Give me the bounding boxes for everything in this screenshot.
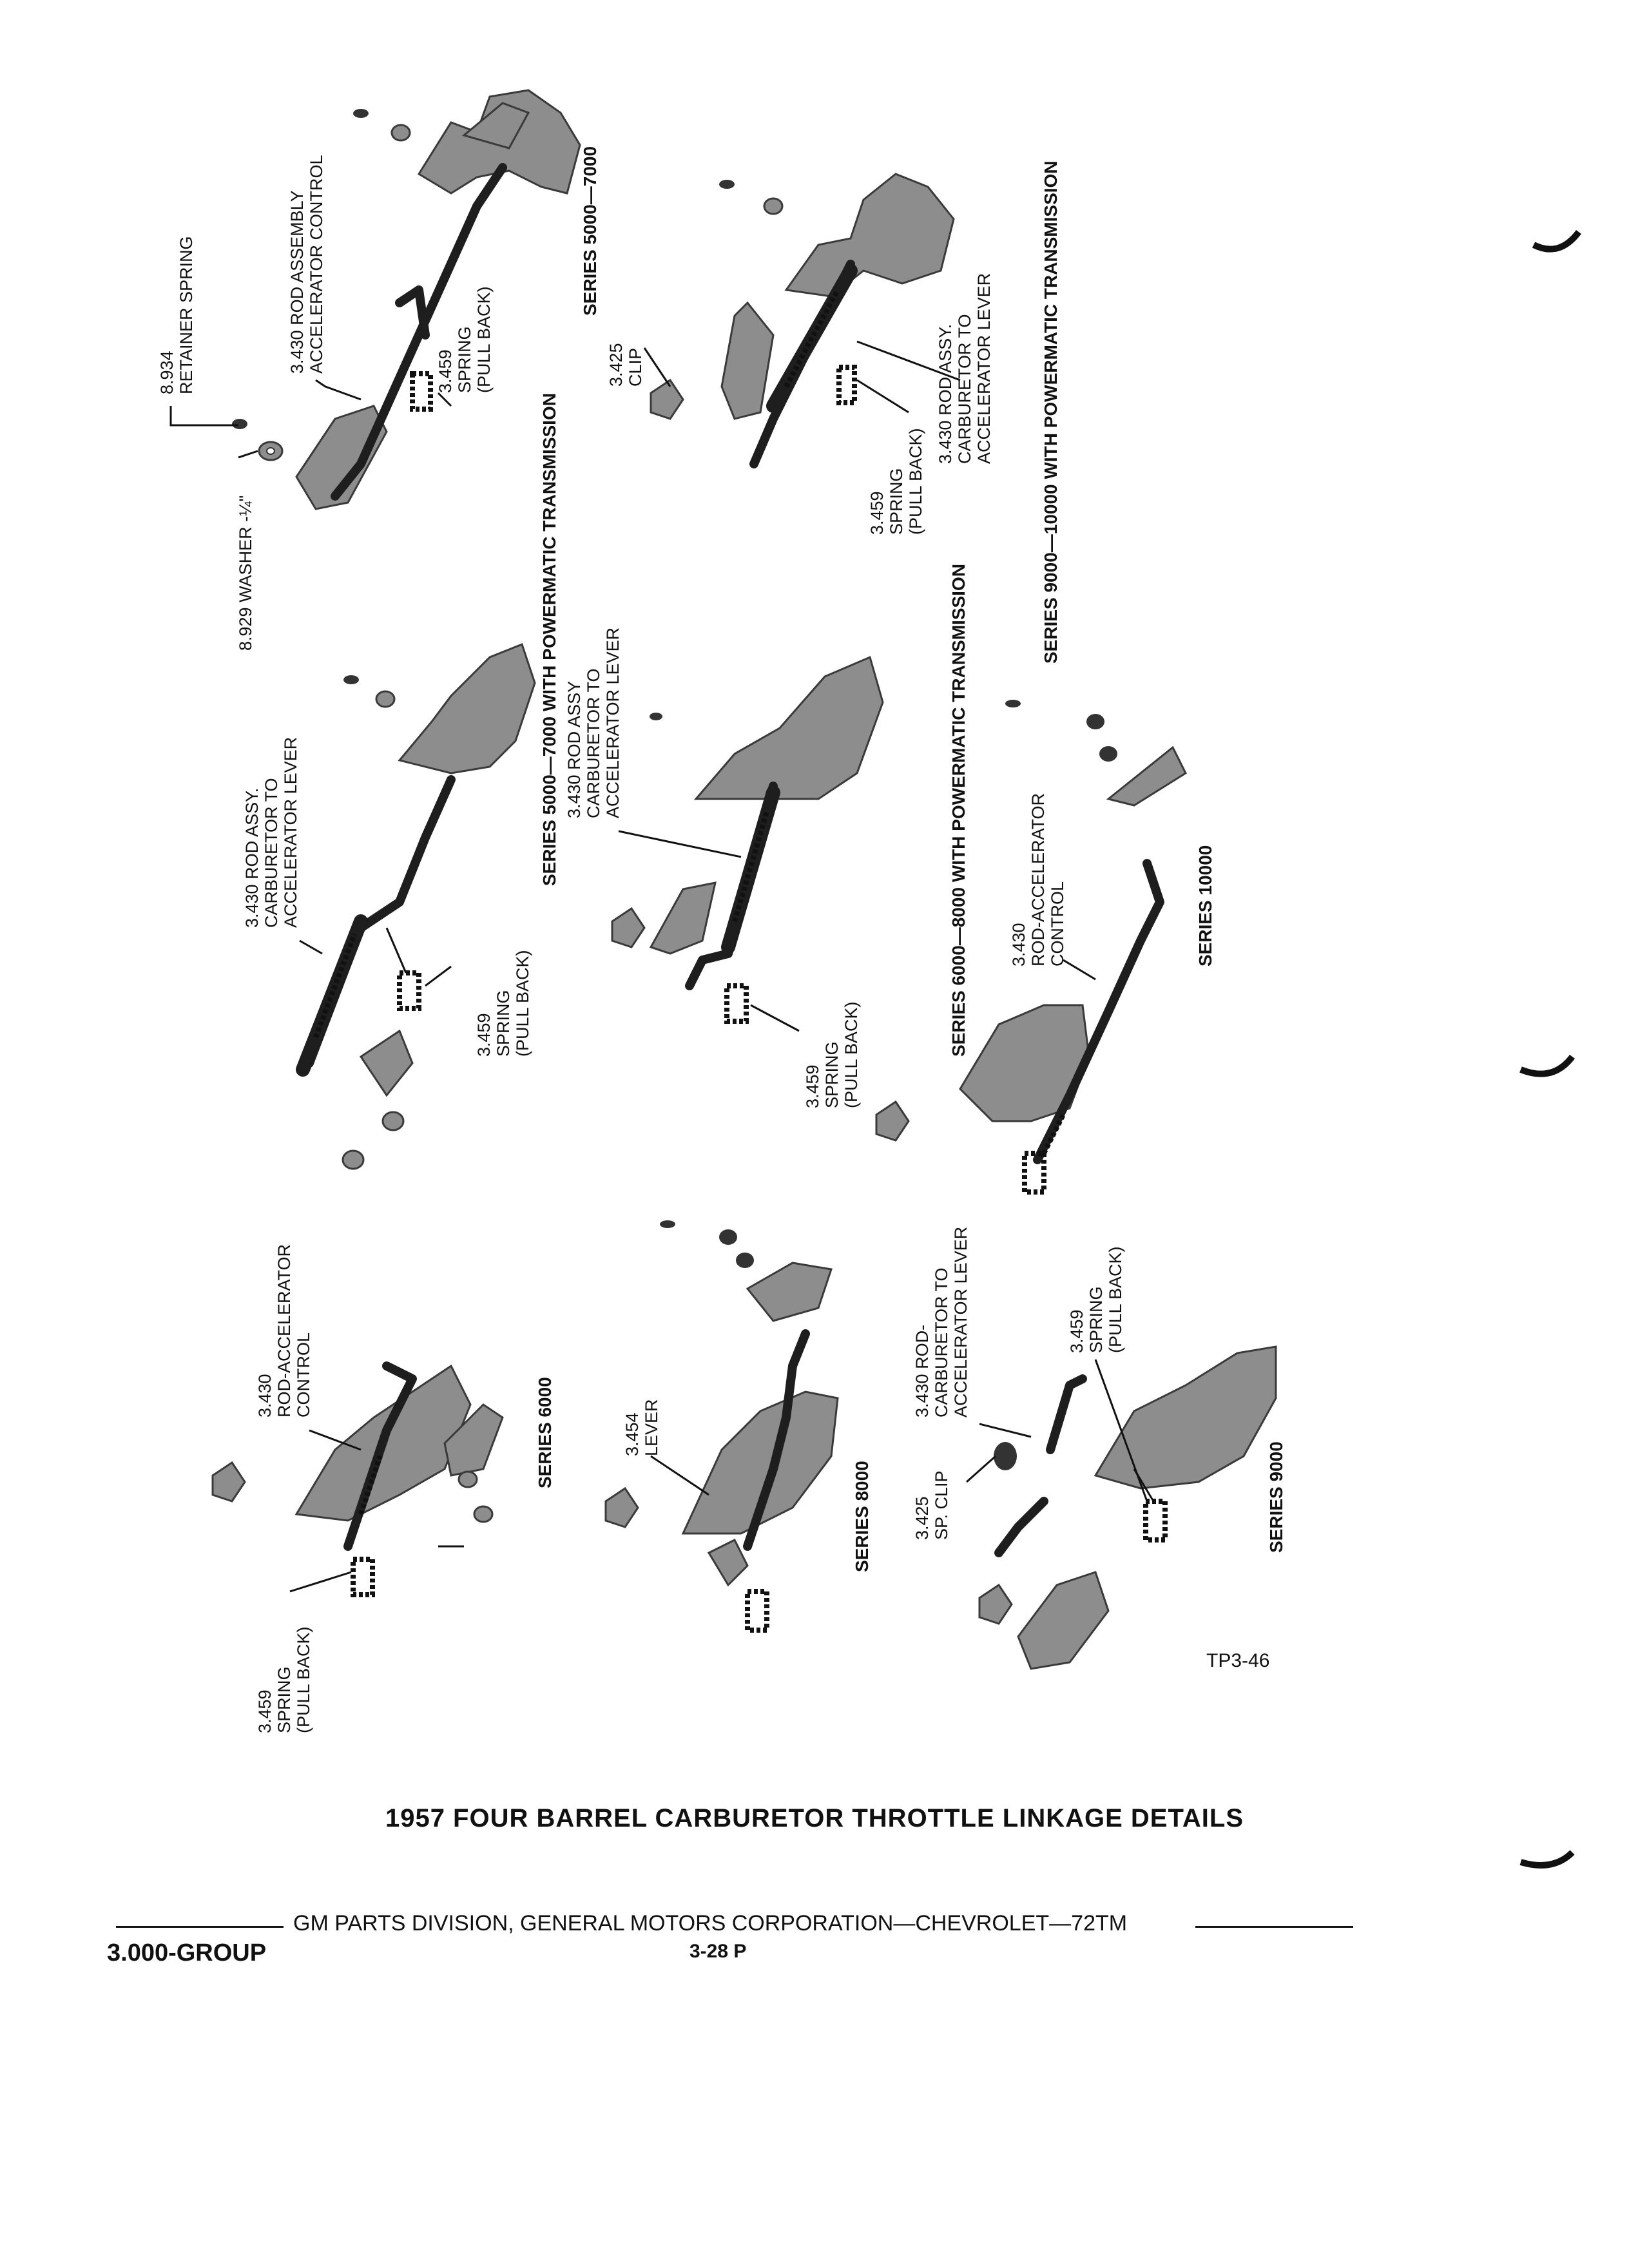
- bracket-plate: [696, 657, 883, 799]
- clip-part: [606, 1488, 638, 1527]
- clip-part: [612, 908, 644, 947]
- leader-p11: [751, 1005, 799, 1031]
- leader-p16: [979, 1424, 1031, 1437]
- callout-3-459-b: 3.459SPRING(PULL BACK): [867, 428, 925, 535]
- nut-part-2: [736, 1253, 754, 1268]
- leader-p3: [316, 380, 361, 399]
- diagram-title: 1957 FOUR BARREL CARBURETOR THROTTLE LINKAGE DETAILS: [385, 1804, 1244, 1832]
- panel-series-5000-7000-pm: [303, 644, 535, 1169]
- pull-back-spring: [1146, 1501, 1165, 1540]
- rod-link: [400, 290, 425, 335]
- edge-mark-1: [1534, 232, 1579, 249]
- callout-3-430-rod-assy-a: 3.430 ROD ASSY.CARBURETOR TOACCELERATOR LEVER: [936, 273, 994, 464]
- clip-small: [1005, 700, 1021, 707]
- footer-rule-right: [1195, 1926, 1353, 1928]
- leader-p10: [619, 831, 741, 857]
- leader-p14: [290, 1572, 351, 1591]
- pull-back-spring: [839, 367, 854, 403]
- callout-3-459-a: 3.459SPRING(PULL BACK): [436, 286, 494, 393]
- leader-p5: [644, 348, 670, 387]
- clip-small: [650, 713, 662, 720]
- figure-code: TP3-46: [1206, 1650, 1270, 1671]
- callout-3-430-rod-assy-b: 3.430 ROD ASSY.CARBURETOR TOACCELERATOR LEVER: [242, 736, 300, 928]
- pull-back-spring: [400, 973, 419, 1008]
- leader-p9: [425, 966, 451, 986]
- lever-part: [709, 1540, 747, 1585]
- bracket-plate: [1095, 1347, 1276, 1488]
- series-9000: SERIES 9000: [1266, 1441, 1286, 1553]
- upper-bracket: [1108, 747, 1186, 805]
- pull-back-spring: [747, 1591, 767, 1630]
- nut-part-2: [1099, 746, 1117, 762]
- callout-3-425-clip: 3.425CLIP: [606, 343, 645, 387]
- retainer-spring-part: [232, 419, 247, 429]
- callout-8-929: 8.929 WASHER -¼": [236, 495, 255, 651]
- washer-part-2: [474, 1506, 492, 1522]
- nut-part: [719, 1229, 737, 1245]
- series-6000-8000-powermatic: SERIES 6000—8000 WITH POWERMATIC TRANSMISSION: [949, 564, 969, 1057]
- washer-small: [376, 691, 394, 707]
- sp-clip-part: [994, 1442, 1017, 1470]
- washer-hole: [267, 448, 275, 454]
- leader-p7: [857, 380, 909, 412]
- footer-rule-left: [116, 1926, 284, 1928]
- callout-3-459-f: 3.459SPRING(PULL BACK): [1067, 1246, 1125, 1353]
- scan-marks: [1521, 232, 1579, 1865]
- spring-hook: [387, 928, 406, 973]
- panel-series-5000-7000: [232, 90, 580, 509]
- clip-small: [719, 180, 735, 189]
- lever-plate: [651, 883, 715, 954]
- clip-small: [660, 1220, 675, 1228]
- carburetor-rod-lower: [999, 1501, 1044, 1553]
- callout-3-430-rod-assy-c: 3.430 ROD ASSYCARBURETOR TOACCELERATOR LEVER: [564, 627, 622, 818]
- leader-p4: [438, 393, 451, 406]
- leader-p15: [651, 1456, 709, 1495]
- callout-3-430-rod-carb: 3.430 ROD-CARBURETOR TOACCELERATOR LEVER: [912, 1226, 970, 1418]
- series-6000: SERIES 6000: [535, 1377, 555, 1488]
- series-10000: SERIES 10000: [1195, 845, 1215, 966]
- callout-8-934: 8.934RETAINER SPRING: [157, 236, 196, 394]
- edge-mark-2: [1521, 1057, 1572, 1074]
- leader-p8: [300, 941, 322, 954]
- callout-3-459-d: 3.459SPRING(PULL BACK): [803, 1001, 861, 1108]
- washer-small: [392, 125, 410, 140]
- callout-3-454-lever: 3.454LEVER: [622, 1399, 661, 1456]
- clip-part: [213, 1463, 245, 1501]
- bracket-tab: [722, 303, 773, 419]
- rod-spring: [316, 934, 354, 1037]
- clip-part: [979, 1585, 1012, 1624]
- washer-part: [383, 1112, 403, 1130]
- washer-small: [764, 198, 782, 214]
- washer-part-2: [343, 1151, 363, 1169]
- callout-3-430-rod-accelerator-b: 3.430ROD-ACCELERATORCONTROL: [255, 1244, 313, 1418]
- leader-p12: [1063, 960, 1095, 979]
- panel-series-9000: [979, 1347, 1276, 1669]
- edge-mark-3: [1521, 1852, 1572, 1865]
- callout-3-459-c: 3.459SPRING(PULL BACK): [474, 950, 532, 1057]
- pull-back-spring: [412, 374, 430, 409]
- series-8000: SERIES 8000: [852, 1461, 872, 1572]
- footer-page: 3-28 P: [689, 1941, 747, 1962]
- nut-part: [1086, 714, 1104, 729]
- leader-p1: [171, 406, 238, 425]
- callout-3-430-rod-assembly: 3.430 ROD ASSEMBLYACCELERATOR CONTROL: [287, 155, 326, 374]
- footer-publisher: GM PARTS DIVISION, GENERAL MOTORS CORPORATION—CHEVROLET—72TM: [293, 1911, 1128, 1936]
- pull-back-spring: [727, 986, 746, 1021]
- leader-p2: [238, 451, 258, 457]
- series-5000-7000: SERIES 5000—7000: [580, 146, 600, 316]
- series-labels: [535, 146, 1286, 1572]
- callout-labels: [157, 155, 1125, 1733]
- bracket-plate: [786, 174, 954, 296]
- clip-small: [353, 109, 369, 118]
- bracket-plate: [400, 644, 535, 773]
- rod-spring: [786, 290, 838, 387]
- panel-series-9000-10000-pm: [651, 174, 954, 464]
- lever-plate: [361, 1031, 412, 1095]
- series-9000-10000-powermatic: SERIES 9000—10000 WITH POWERMATIC TRANSMISSION: [1041, 160, 1061, 664]
- clip-part: [876, 1102, 909, 1140]
- clip-part: [651, 380, 683, 419]
- series-5000-7000-powermatic: SERIES 5000—7000 WITH POWERMATIC TRANSMISSION: [539, 393, 559, 886]
- clip-small: [343, 675, 359, 684]
- callout-3-459-e: 3.459SPRING(PULL BACK): [255, 1626, 313, 1733]
- leader-p18: [967, 1456, 996, 1482]
- footer-group: 3.000-GROUP: [107, 1939, 267, 1966]
- upper-bracket: [747, 1263, 831, 1321]
- callout-3-430-rod-accelerator-a: 3.430ROD-ACCELERATORCONTROL: [1009, 793, 1067, 966]
- callout-3-425-sp-clip: 3.425SP. CLIP: [912, 1470, 951, 1540]
- carburetor-rod: [309, 780, 451, 1063]
- carburetor-rod: [1050, 1379, 1083, 1450]
- pull-back-spring: [353, 1559, 372, 1595]
- washer-part: [459, 1472, 477, 1487]
- lower-plate: [1018, 1572, 1108, 1669]
